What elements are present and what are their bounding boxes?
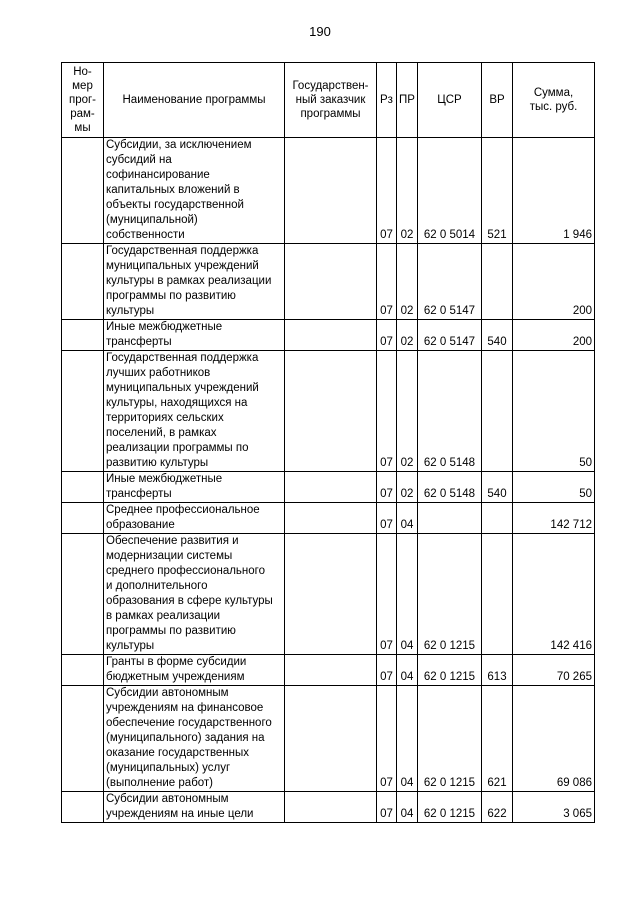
cell-rz: 07 [377,320,397,351]
header-program-name: Наименование программы [104,63,285,138]
cell-pr: 02 [397,472,418,503]
cell-program-number [62,320,104,351]
header-csr: ЦСР [418,63,482,138]
cell-state-customer [285,686,377,792]
cell-program-number [62,138,104,244]
table-row [62,351,595,472]
cell-vr: 613 [482,655,513,686]
table-header-row [62,63,595,138]
table-row [62,686,595,792]
cell-vr: 621 [482,686,513,792]
table-row [62,320,595,351]
header-state-customer: Государствен- ный заказчик программы [285,63,377,138]
cell-program-number [62,351,104,472]
cell-program-name: Иные межбюджетные трансферты [104,320,285,351]
cell-rz: 07 [377,503,397,534]
table-row [62,472,595,503]
cell-state-customer [285,655,377,686]
cell-rz: 07 [377,244,397,320]
cell-vr [482,244,513,320]
cell-pr: 02 [397,244,418,320]
cell-program-name: Государственная поддержка лучших работников муниципальных учреждений культуры, находящихся на территориях сельских поселений, в рамках реализации программы по развитию культуры [104,351,285,472]
table-row [62,534,595,655]
cell-rz: 07 [377,351,397,472]
cell-program-name: Иные межбюджетные трансферты [104,472,285,503]
cell-sum: 69 086 [513,686,595,792]
cell-program-name: Государственная поддержка муниципальных учреждений культуры в рамках реализации программы по развитию культуры [104,244,285,320]
table-row [62,244,595,320]
cell-sum: 50 [513,472,595,503]
cell-csr: 62 0 5147 [418,320,482,351]
cell-csr: 62 0 5014 [418,138,482,244]
cell-sum: 200 [513,244,595,320]
budget-program-table [61,62,595,823]
cell-sum: 50 [513,351,595,472]
cell-pr: 02 [397,351,418,472]
cell-vr [482,534,513,655]
cell-state-customer [285,138,377,244]
cell-vr: 540 [482,472,513,503]
cell-state-customer [285,244,377,320]
cell-pr: 04 [397,503,418,534]
cell-program-name: Гранты в форме субсидии бюджетным учреждениям [104,655,285,686]
cell-vr: 622 [482,792,513,823]
cell-state-customer [285,534,377,655]
cell-state-customer [285,351,377,472]
cell-state-customer [285,792,377,823]
cell-rz: 07 [377,472,397,503]
cell-program-name: Субсидии, за исключением субсидий на софинансирование капитальных вложений в объекты государственной (муниципальной) собственности [104,138,285,244]
header-pr: ПР [397,63,418,138]
cell-rz: 07 [377,534,397,655]
table-body [62,138,595,823]
cell-vr: 540 [482,320,513,351]
cell-sum: 70 265 [513,655,595,686]
cell-csr: 62 0 1215 [418,792,482,823]
header-rz: Рз [377,63,397,138]
table-row [62,503,595,534]
cell-rz: 07 [377,686,397,792]
cell-state-customer [285,472,377,503]
cell-csr: 62 0 5148 [418,472,482,503]
cell-csr: 62 0 1215 [418,655,482,686]
cell-program-number [62,503,104,534]
cell-sum: 1 946 [513,138,595,244]
cell-csr [418,503,482,534]
cell-sum: 142 712 [513,503,595,534]
cell-csr: 62 0 5147 [418,244,482,320]
table-row [62,655,595,686]
cell-sum: 3 065 [513,792,595,823]
cell-rz: 07 [377,655,397,686]
header-program-number: Но- мер прог- рам- мы [62,63,104,138]
cell-rz: 07 [377,138,397,244]
table-row [62,792,595,823]
cell-program-name: Субсидии автономным учреждениям на финансовое обеспечение государственного (муниципального) задания на оказание государственных (муниципальных) услуг (выполнение работ) [104,686,285,792]
cell-vr [482,503,513,534]
cell-program-number [62,472,104,503]
cell-program-number [62,686,104,792]
cell-program-number [62,792,104,823]
cell-state-customer [285,320,377,351]
cell-state-customer [285,503,377,534]
cell-csr: 62 0 1215 [418,534,482,655]
cell-program-number [62,534,104,655]
cell-sum: 200 [513,320,595,351]
cell-program-number [62,244,104,320]
cell-program-name: Субсидии автономным учреждениям на иные цели [104,792,285,823]
cell-pr: 04 [397,686,418,792]
cell-sum: 142 416 [513,534,595,655]
cell-pr: 04 [397,655,418,686]
cell-rz: 07 [377,792,397,823]
cell-pr: 02 [397,320,418,351]
cell-csr: 62 0 5148 [418,351,482,472]
header-vr: ВР [482,63,513,138]
cell-pr: 04 [397,534,418,655]
cell-vr [482,351,513,472]
cell-vr: 521 [482,138,513,244]
header-sum: Сумма, тыс. руб. [513,63,595,138]
cell-program-name: Среднее профессиональное образование [104,503,285,534]
cell-csr: 62 0 1215 [418,686,482,792]
page-number: 190 [309,24,331,39]
cell-program-number [62,655,104,686]
cell-pr: 04 [397,792,418,823]
cell-program-name: Обеспечение развития и модернизации системы среднего профессионального и дополнительного образования в сфере культуры в рамках реализации программы по развитию культуры [104,534,285,655]
cell-pr: 02 [397,138,418,244]
table-row [62,138,595,244]
